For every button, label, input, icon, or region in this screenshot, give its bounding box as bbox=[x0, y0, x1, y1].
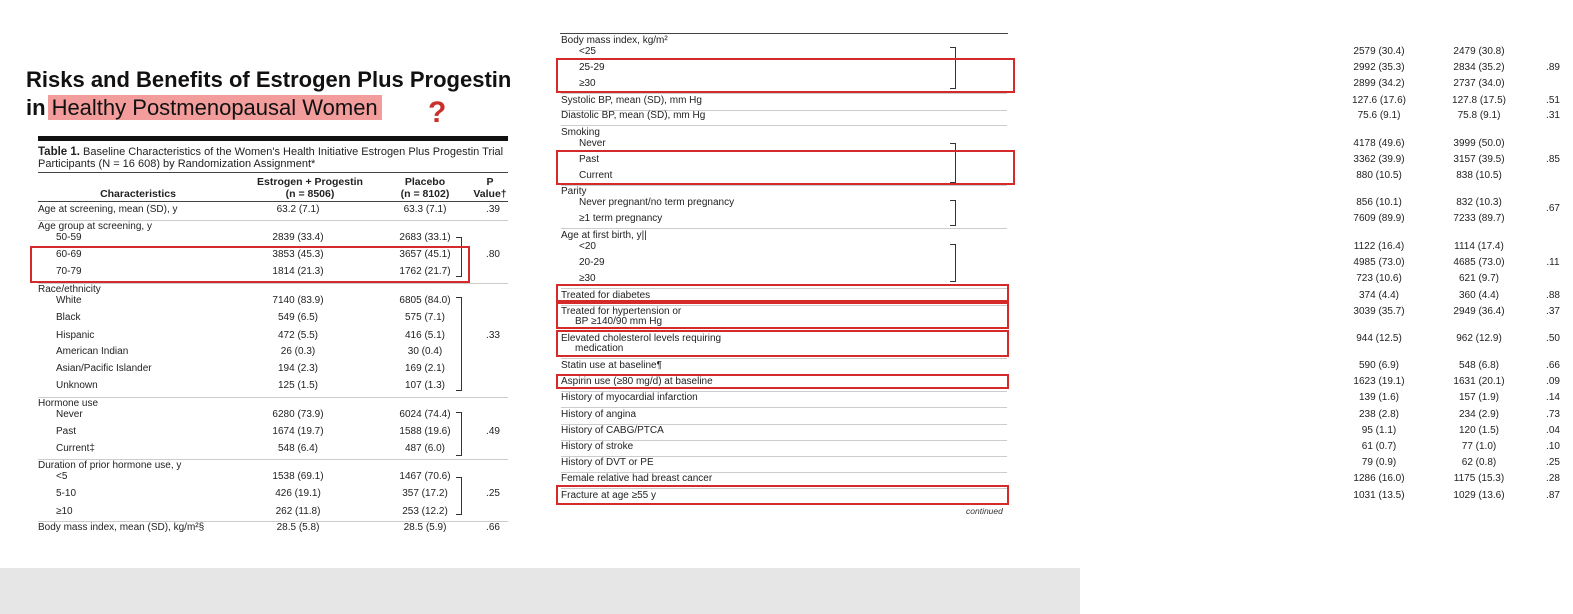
row-label: Body mass index, kg/m² bbox=[561, 35, 668, 46]
table-row bbox=[38, 488, 508, 502]
table-row bbox=[561, 425, 1560, 439]
row-label: Parity bbox=[561, 186, 587, 197]
header-pl-line2: (n = 8102) bbox=[400, 188, 450, 200]
row-divider bbox=[561, 228, 1007, 229]
cell-p-value: .88 bbox=[1546, 290, 1560, 301]
row-label: Age group at screening, y bbox=[38, 221, 152, 232]
table-row bbox=[561, 110, 1560, 124]
cell-placebo: 2737 (34.0) bbox=[1453, 78, 1505, 89]
row-label: Never bbox=[579, 138, 606, 149]
cell-placebo: 157 (1.9) bbox=[1458, 392, 1500, 403]
table-row bbox=[38, 522, 508, 536]
header-pl-line1: Placebo bbox=[404, 176, 446, 188]
cell-p-value: .66 bbox=[486, 522, 500, 533]
cell-placebo: 6805 (84.0) bbox=[399, 295, 451, 306]
table-row bbox=[38, 204, 508, 218]
row-label-continued: BP ≥140/90 mm Hg bbox=[575, 316, 663, 327]
bracket-duration bbox=[456, 477, 462, 515]
title-line-1: Risks and Benefits of Estrogen Plus Progestin bbox=[26, 67, 512, 92]
cell-placebo: 548 (6.8) bbox=[1458, 360, 1500, 371]
header-p-line1: P bbox=[486, 176, 494, 188]
cell-estrogen-progestin: 1286 (16.0) bbox=[1353, 473, 1405, 484]
row-label: ≥30 bbox=[579, 273, 596, 284]
cell-placebo: 2834 (35.2) bbox=[1453, 62, 1505, 73]
row-label: 60-69 bbox=[56, 249, 82, 260]
header-placebo bbox=[380, 176, 470, 200]
row-label: History of CABG/PTCA bbox=[561, 425, 664, 436]
row-divider bbox=[561, 125, 1007, 126]
cell-estrogen-progestin: 63.2 (7.1) bbox=[276, 204, 320, 215]
row-label: Hormone use bbox=[38, 398, 99, 409]
header-characteristics: Characteristics bbox=[100, 188, 176, 200]
right-table-top-rule bbox=[560, 33, 1008, 34]
row-label: Past bbox=[56, 426, 77, 437]
row-label: Never pregnant/no term pregnancy bbox=[579, 197, 735, 208]
row-label: Hispanic bbox=[56, 330, 95, 341]
cell-placebo: 63.3 (7.1) bbox=[403, 204, 447, 215]
table-row bbox=[38, 346, 508, 360]
cell-placebo: 120 (1.5) bbox=[1458, 425, 1500, 436]
row-label: Smoking bbox=[561, 127, 600, 138]
table-row bbox=[38, 312, 508, 326]
header-estrogen-progestin bbox=[250, 176, 370, 200]
table-row bbox=[561, 360, 1560, 374]
header-ep-line2: (n = 8506) bbox=[285, 188, 335, 200]
cell-estrogen-progestin: 79 (0.9) bbox=[1361, 457, 1397, 468]
cell-estrogen-progestin: 2992 (35.3) bbox=[1353, 62, 1405, 73]
cell-estrogen-progestin: 4985 (73.0) bbox=[1353, 257, 1405, 268]
bracket-race bbox=[456, 297, 462, 391]
table-row bbox=[561, 241, 1504, 255]
highlight-cholesterol bbox=[556, 330, 1009, 357]
cell-placebo: 77 (1.0) bbox=[1461, 441, 1497, 452]
row-label: Aspirin use (≥80 mg/d) at baseline bbox=[561, 376, 713, 387]
table-row bbox=[561, 457, 1560, 471]
header-p-value bbox=[470, 176, 510, 200]
cell-estrogen-progestin: 590 (6.9) bbox=[1358, 360, 1400, 371]
table-row bbox=[38, 426, 508, 440]
row-label: Duration of prior hormone use, y bbox=[38, 460, 182, 471]
cell-p-value: .25 bbox=[1546, 457, 1560, 468]
cell-p-value: .10 bbox=[1546, 441, 1560, 452]
cell-p-value: .14 bbox=[1546, 392, 1560, 403]
cell-p-value: .09 bbox=[1546, 376, 1560, 387]
cell-estrogen-progestin: 7609 (89.9) bbox=[1353, 213, 1405, 224]
row-label: American Indian bbox=[56, 346, 129, 357]
cell-placebo: 2683 (33.1) bbox=[399, 232, 451, 243]
bracket-hormone bbox=[456, 412, 462, 456]
cell-estrogen-progestin: 127.6 (17.6) bbox=[1352, 95, 1406, 106]
cell-placebo: 2479 (30.8) bbox=[1453, 46, 1505, 57]
table-row bbox=[561, 392, 1560, 406]
highlight-smoking bbox=[556, 150, 1015, 185]
row-label: Fracture at age ≥55 y bbox=[561, 490, 656, 501]
cell-p-value: .39 bbox=[486, 204, 500, 215]
table-top-rule bbox=[38, 136, 508, 141]
highlight-age-60-79 bbox=[30, 246, 470, 283]
table-row bbox=[561, 197, 1560, 214]
row-divider bbox=[561, 407, 1007, 408]
row-label: 20-29 bbox=[579, 257, 605, 268]
table-row bbox=[38, 409, 508, 423]
row-divider bbox=[561, 358, 1007, 359]
cell-estrogen-progestin: 2899 (34.2) bbox=[1353, 78, 1405, 89]
row-label: Statin use at baseline¶ bbox=[561, 360, 662, 371]
cell-estrogen-progestin: 426 (19.1) bbox=[275, 488, 321, 499]
cell-estrogen-progestin: 1031 (13.5) bbox=[1353, 490, 1405, 501]
header-p-line2: Value† bbox=[473, 188, 507, 200]
cell-estrogen-progestin: 194 (2.3) bbox=[277, 363, 319, 374]
table-row bbox=[38, 295, 508, 309]
cell-p-value: .51 bbox=[1546, 95, 1560, 106]
cell-estrogen-progestin: 262 (11.8) bbox=[275, 506, 321, 517]
table-row bbox=[38, 232, 508, 246]
row-label: ≥10 bbox=[56, 506, 73, 517]
cell-estrogen-progestin: 548 (6.4) bbox=[277, 443, 319, 454]
cell-estrogen-progestin: 1814 (21.3) bbox=[272, 266, 324, 277]
row-label: Treated for diabetes bbox=[561, 290, 651, 301]
cell-placebo: 357 (17.2) bbox=[402, 488, 448, 499]
row-label: Age at first birth, y|| bbox=[561, 230, 647, 241]
table-row bbox=[38, 471, 508, 485]
row-label: Unknown bbox=[56, 380, 98, 391]
table-row bbox=[38, 363, 508, 377]
table-row bbox=[561, 441, 1560, 455]
row-label: Past bbox=[579, 154, 600, 165]
table-caption-label: Table 1. bbox=[38, 146, 80, 158]
row-divider bbox=[561, 93, 1007, 94]
row-label: Asian/Pacific Islander bbox=[56, 363, 152, 374]
row-label: ≥30 bbox=[579, 78, 596, 89]
cell-placebo: 3999 (50.0) bbox=[1453, 138, 1505, 149]
table-row bbox=[561, 257, 1560, 271]
cell-estrogen-progestin: 4178 (49.6) bbox=[1353, 138, 1405, 149]
cell-estrogen-progestin: 1674 (19.7) bbox=[272, 426, 324, 437]
title-prefix: in bbox=[26, 95, 46, 120]
cell-estrogen-progestin: 3853 (45.3) bbox=[272, 249, 324, 260]
cell-estrogen-progestin: 723 (10.6) bbox=[1356, 273, 1402, 284]
cell-p-value: .73 bbox=[1546, 409, 1560, 420]
row-label: <20 bbox=[579, 241, 596, 252]
cell-p-value: .87 bbox=[1546, 490, 1560, 501]
cell-p-value: .04 bbox=[1546, 425, 1560, 436]
row-label: History of myocardial infarction bbox=[561, 392, 698, 403]
cell-p-value: .37 bbox=[1546, 306, 1560, 317]
highlight-bmi-25-30 bbox=[556, 58, 1015, 93]
cell-estrogen-progestin: 1122 (16.4) bbox=[1353, 241, 1405, 252]
cell-placebo: 1467 (70.6) bbox=[399, 471, 451, 482]
cell-placebo: 169 (2.1) bbox=[404, 363, 446, 374]
cell-placebo: 30 (0.4) bbox=[407, 346, 443, 357]
row-label: Female relative had breast cancer bbox=[561, 473, 713, 484]
header-ep-line1: Estrogen + Progestin bbox=[257, 176, 363, 188]
question-mark: ? bbox=[428, 96, 447, 129]
row-label: Diastolic BP, mean (SD), mm Hg bbox=[561, 110, 706, 121]
cell-estrogen-progestin: 944 (12.5) bbox=[1356, 333, 1402, 344]
cell-estrogen-progestin: 238 (2.8) bbox=[1358, 409, 1400, 420]
row-label: <5 bbox=[56, 471, 68, 482]
cell-p-value: .11 bbox=[1546, 257, 1560, 268]
cell-placebo: 1762 (21.7) bbox=[399, 266, 451, 277]
cell-placebo: 127.8 (17.5) bbox=[1452, 95, 1506, 106]
cell-estrogen-progestin: 3362 (39.9) bbox=[1353, 154, 1405, 165]
row-label-continued: medication bbox=[575, 343, 624, 354]
cell-estrogen-progestin: 125 (1.5) bbox=[277, 380, 319, 391]
row-label: 50-59 bbox=[56, 232, 82, 243]
bracket-first-birth bbox=[950, 244, 956, 282]
row-label: Current bbox=[579, 170, 613, 181]
row-label: Systolic BP, mean (SD), mm Hg bbox=[561, 95, 702, 106]
cell-placebo: 253 (12.2) bbox=[402, 506, 448, 517]
cell-placebo: 28.5 (5.9) bbox=[403, 522, 447, 533]
header-rule-top bbox=[38, 172, 508, 173]
cell-estrogen-progestin: 26 (0.3) bbox=[280, 346, 316, 357]
cell-estrogen-progestin: 549 (6.5) bbox=[277, 312, 319, 323]
cell-placebo: 7233 (89.7) bbox=[1453, 213, 1505, 224]
bracket-parity bbox=[950, 200, 956, 226]
cell-p-value: .25 bbox=[486, 488, 500, 499]
cell-placebo: 3157 (39.5) bbox=[1453, 154, 1505, 165]
row-label: 70-79 bbox=[56, 266, 82, 277]
cell-estrogen-progestin: 880 (10.5) bbox=[1356, 170, 1402, 181]
title-highlight: Healthy Postmenopausal Women bbox=[48, 95, 382, 120]
row-label: Current‡ bbox=[56, 443, 95, 454]
cell-placebo: 1029 (13.6) bbox=[1453, 490, 1505, 501]
table-row bbox=[38, 380, 508, 394]
cell-p-value: .33 bbox=[486, 330, 500, 341]
cell-placebo: 1588 (19.6) bbox=[399, 426, 451, 437]
cell-placebo: 962 (12.9) bbox=[1456, 333, 1502, 344]
cell-p-value: .31 bbox=[1546, 110, 1560, 121]
cell-placebo: 1175 (15.3) bbox=[1453, 473, 1505, 484]
cell-estrogen-progestin: 28.5 (5.8) bbox=[276, 522, 320, 533]
cell-placebo: 4685 (73.0) bbox=[1453, 257, 1505, 268]
cell-p-value: .89 bbox=[1546, 62, 1560, 73]
cell-placebo: 107 (1.3) bbox=[404, 380, 446, 391]
cell-placebo: 1631 (20.1) bbox=[1453, 376, 1505, 387]
row-label: <25 bbox=[579, 46, 596, 57]
row-label: Black bbox=[56, 312, 81, 323]
row-label: Body mass index, mean (SD), kg/m²§ bbox=[38, 522, 205, 533]
cell-estrogen-progestin: 1538 (69.1) bbox=[272, 471, 324, 482]
highlight-fracture bbox=[556, 485, 1009, 505]
table-caption-text: Baseline Characteristics of the Women's Health Initiative Estrogen Plus Progestin Trial Participants (N = 16 608) by Randomization Assignment* bbox=[38, 146, 504, 170]
cell-estrogen-progestin: 374 (4.4) bbox=[1358, 290, 1400, 301]
row-label: Age at screening, mean (SD), y bbox=[38, 204, 178, 215]
cell-placebo: 62 (0.8) bbox=[1461, 457, 1497, 468]
continued-note: continued bbox=[966, 506, 1003, 516]
highlight-diabetes bbox=[556, 284, 1009, 302]
cell-estrogen-progestin: 2579 (30.4) bbox=[1353, 46, 1405, 57]
cell-p-value: .66 bbox=[1546, 360, 1560, 371]
highlight-aspirin bbox=[556, 374, 1009, 389]
cell-estrogen-progestin: 139 (1.6) bbox=[1358, 392, 1400, 403]
cell-estrogen-progestin: 2839 (33.4) bbox=[272, 232, 324, 243]
table-row bbox=[38, 330, 508, 344]
cell-p-value: .67 bbox=[1546, 203, 1560, 214]
row-label: Never bbox=[56, 409, 83, 420]
footer-bar bbox=[0, 568, 1080, 614]
row-label: Race/ethnicity bbox=[38, 284, 101, 295]
table-row bbox=[561, 95, 1560, 109]
table-row bbox=[561, 409, 1560, 423]
cell-estrogen-progestin: 3039 (35.7) bbox=[1353, 306, 1405, 317]
row-label: History of angina bbox=[561, 409, 637, 420]
cell-placebo: 3657 (45.1) bbox=[399, 249, 451, 260]
cell-placebo: 234 (2.9) bbox=[1458, 409, 1500, 420]
cell-placebo: 832 (10.3) bbox=[1456, 197, 1502, 208]
cell-placebo: 6024 (74.4) bbox=[399, 409, 451, 420]
row-label: History of DVT or PE bbox=[561, 457, 654, 468]
row-label: ≥1 term pregnancy bbox=[579, 213, 663, 224]
cell-estrogen-progestin: 7140 (83.9) bbox=[272, 295, 324, 306]
cell-p-value: .80 bbox=[486, 249, 500, 260]
header-rule-bottom bbox=[38, 201, 508, 202]
cell-estrogen-progestin: 61 (0.7) bbox=[1361, 441, 1397, 452]
cell-estrogen-progestin: 75.6 (9.1) bbox=[1357, 110, 1401, 121]
cell-placebo: 1114 (17.4) bbox=[1454, 241, 1504, 252]
cell-placebo: 621 (9.7) bbox=[1458, 273, 1500, 284]
row-label: History of stroke bbox=[561, 441, 634, 452]
cell-estrogen-progestin: 6280 (73.9) bbox=[272, 409, 324, 420]
row-label: White bbox=[56, 295, 82, 306]
cell-p-value: .28 bbox=[1546, 473, 1560, 484]
cell-p-value: .85 bbox=[1546, 154, 1560, 165]
cell-estrogen-progestin: 472 (5.5) bbox=[277, 330, 319, 341]
row-label: 5-10 bbox=[56, 488, 77, 499]
cell-p-value: .49 bbox=[486, 426, 500, 437]
table-row bbox=[38, 443, 508, 457]
cell-placebo: 838 (10.5) bbox=[1456, 170, 1502, 181]
cell-p-value: .50 bbox=[1546, 333, 1560, 344]
cell-estrogen-progestin: 856 (10.1) bbox=[1356, 197, 1402, 208]
row-label: 25-29 bbox=[579, 62, 605, 73]
row-label: Elevated cholesterol levels requiring bbox=[561, 333, 722, 344]
cell-estrogen-progestin: 1623 (19.1) bbox=[1353, 376, 1405, 387]
cell-placebo: 575 (7.1) bbox=[404, 312, 446, 323]
cell-placebo: 75.8 (9.1) bbox=[1457, 110, 1501, 121]
cell-placebo: 360 (4.4) bbox=[1458, 290, 1500, 301]
cell-placebo: 487 (6.0) bbox=[404, 443, 446, 454]
cell-estrogen-progestin: 95 (1.1) bbox=[1361, 425, 1397, 436]
cell-placebo: 416 (5.1) bbox=[404, 330, 446, 341]
table-row bbox=[561, 213, 1505, 227]
table-row bbox=[38, 506, 508, 520]
table-caption bbox=[38, 146, 508, 170]
row-label: Treated for hypertension or bbox=[561, 306, 682, 317]
highlight-hypertension bbox=[556, 302, 1009, 329]
cell-placebo: 2949 (36.4) bbox=[1453, 306, 1505, 317]
